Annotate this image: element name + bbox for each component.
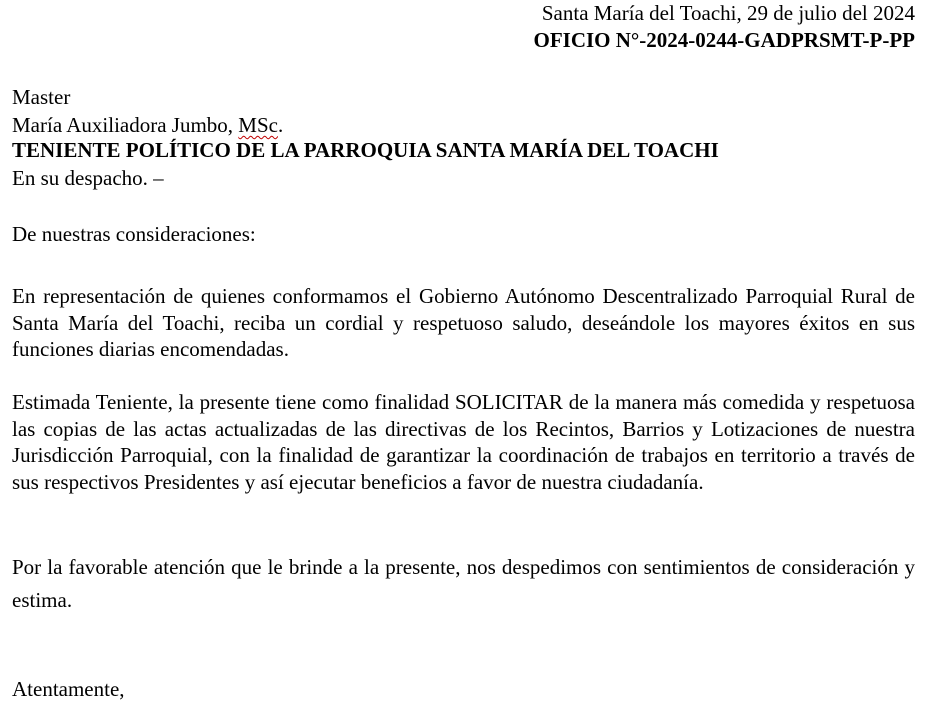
- letter-page: [12, 0, 915, 701]
- recipient-location: En su despacho. –: [12, 166, 164, 190]
- closing: Atentamente,: [12, 677, 125, 701]
- paragraph-farewell: Por la favorable atención que le brinde a la presente, nos despedimos con sentimientos de consideración y estima.: [12, 555, 915, 612]
- paragraph-request: Estimada Teniente, la presente tiene como finalidad SOLICITAR de la manera más comedida y respetuosa las copias de las actas actualizadas de las directivas de los Recintos, Barrios y Lotizaciones de nuestra Jurisdicción Parroquial, con la finalidad de garantizar la coordinación de trabajos en territorio a través de sus respectivos Presidentes y así ejecutar beneficios a favor de nuestra ciudadanía.: [12, 390, 915, 494]
- recipient-name-end: .: [277, 113, 284, 137]
- recipient-position: TENIENTE POLÍTICO DE LA PARROQUIA SANTA MARÍA DEL TOACHI: [12, 138, 719, 162]
- recipient-name-text: María Auxiliadora Jumbo,: [12, 113, 239, 137]
- recipient-title: Master: [12, 85, 71, 109]
- recipient-name: [12, 112, 283, 138]
- place-date: Santa María del Toachi, 29 de julio del 2024: [541, 1, 915, 25]
- recipient-degree: MSc: [238, 113, 278, 137]
- reference-number: OFICIO N°-2024-0244-GADPRSMT-P-PP: [533, 28, 915, 52]
- greeting: De nuestras consideraciones:: [12, 222, 256, 246]
- paragraph-introduction: En representación de quienes conformamos el Gobierno Autónomo Descentralizado Parroquial Rural de Santa María del Toachi, reciba un cordial y respetuoso saludo, deseándole los mayores éxitos en sus funciones diarias encomendadas.: [12, 284, 915, 361]
